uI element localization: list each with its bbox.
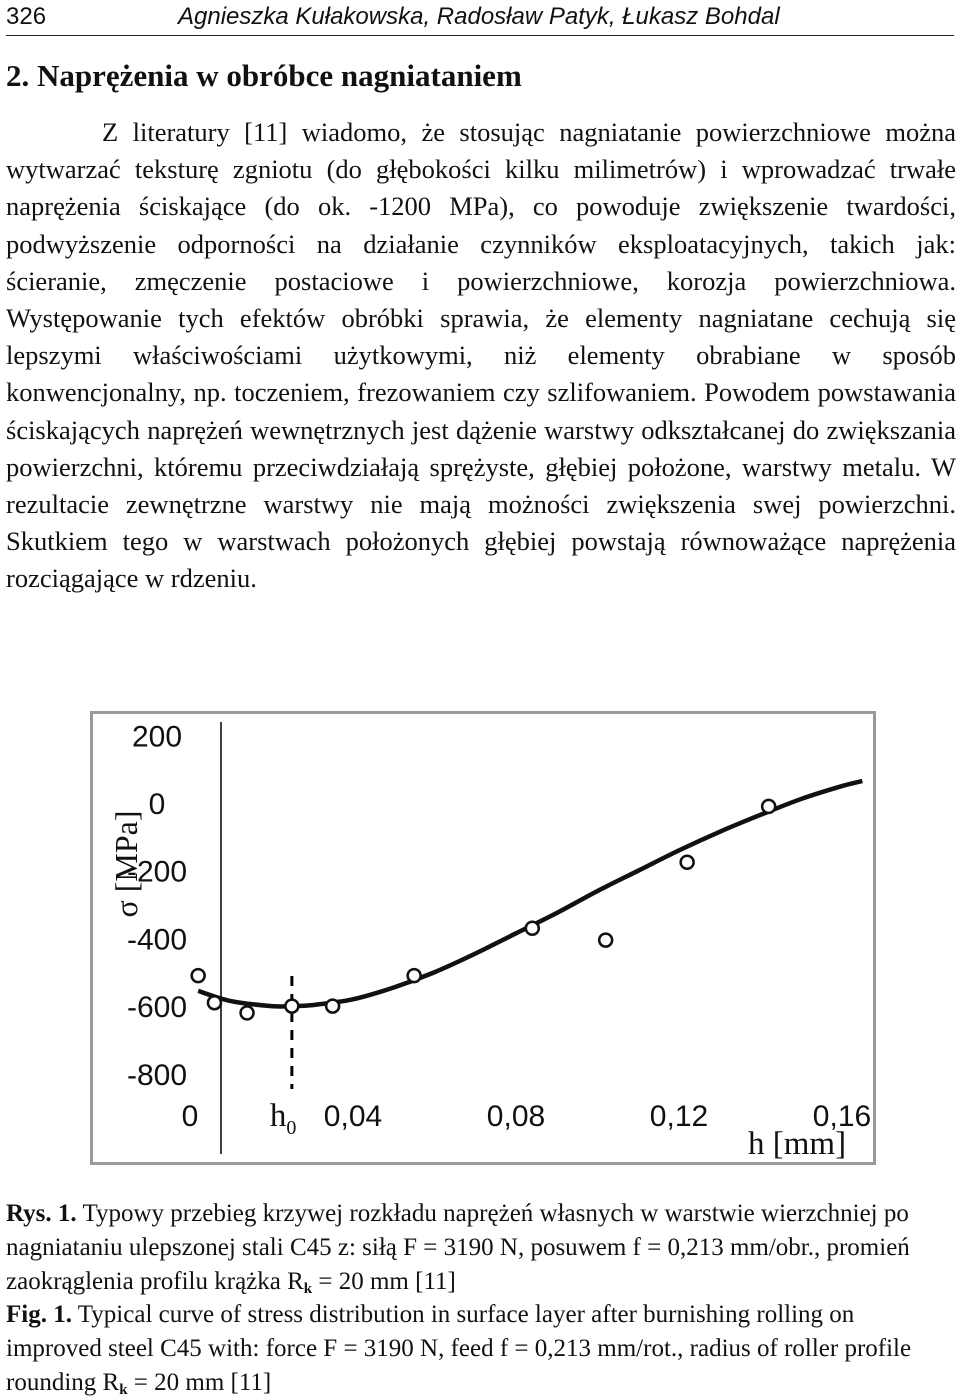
y-axis-label: σ [MPa] (108, 810, 144, 918)
data-point (762, 800, 775, 813)
y-tick-label: 0 (148, 788, 166, 821)
body-text (6, 114, 956, 598)
caption-pl-label: Rys. 1. (6, 1200, 77, 1227)
y-tick-label: -600 (126, 991, 188, 1025)
page-header (6, 2, 954, 32)
caption-en-text: Typical curve of stress distribution in surface layer after burnishing rolling on improved steel C45 with: force F = 3190 N, feed f = 0,213 mm/rot., radius of roller profile rounding R (6, 1301, 912, 1396)
x-tick-label: 0,04 (323, 1100, 383, 1133)
data-point (208, 996, 221, 1009)
figure-caption (6, 1197, 956, 1400)
data-point (326, 1000, 339, 1013)
header-rule (6, 35, 954, 36)
x-tick-label: 0,08 (486, 1100, 546, 1133)
y-tick-label: -200 (126, 855, 188, 889)
page-number: 326 (6, 3, 47, 30)
data-point (599, 934, 612, 947)
caption-en (6, 1298, 956, 1399)
caption-en-label: Fig. 1. (6, 1301, 72, 1329)
running-authors: Agnieszka Kułakowska, Radosław Patyk, Łukasz Bohdal (178, 3, 780, 30)
data-point (192, 969, 205, 982)
caption-pl-tail: = 20 mm [11] (318, 1267, 456, 1295)
caption-en-subscript: k (119, 1381, 128, 1398)
data-point (526, 922, 539, 935)
data-point (241, 1006, 254, 1019)
caption-pl (6, 1197, 956, 1298)
figure-stress-chart (90, 711, 876, 1165)
data-point (681, 856, 694, 869)
x-axis-label: h [mm] (748, 1126, 847, 1162)
chart-canvas (93, 714, 873, 1162)
y-tick-label: -800 (126, 1058, 188, 1092)
y-tick-label: -400 (126, 923, 188, 957)
section-title: 2. Naprężenia w obróbce nagniataniem (6, 58, 522, 93)
caption-pl-subscript: k (303, 1280, 313, 1297)
y-tick-label: 200 (131, 720, 183, 754)
caption-pl-text: Typowy przebieg krzywej rozkładu naprężeń własnych w warstwie wierzchniej po nagniataniu ulepszonej stali C45 z: siłą F = 3190 N, posuwem f = 0,213 mm/obr., promień zaokrąglenia profilu krążka R (6, 1200, 910, 1295)
h0-main: h (269, 1098, 287, 1134)
caption-en-tail: = 20 mm [11] (133, 1368, 272, 1396)
data-point (285, 1000, 298, 1013)
data-point (408, 969, 421, 982)
paragraph: Z literatury [11] wiadomo, że stosując nagniatanie powierzchniowe można wytwarzać teksturę zgniotu (do głębokości kilku milimetrów) i wprowadzać trwałe naprężenia ściskające (do ok. -1200 MPa), co powoduje zwiększenie twardości, podwyższenie odporności na działanie czynników eksploatacyjnych, takich jak: ścieranie, zmęczenie postaciowe i powierzchniowe, korozja powierzchniowa. Występowanie tych efektów obróbki sprawia, że elementy nagniatane cechują się lepszymi właściwościami użytkowymi, niż elementy obrabiane w sposób konwencjonalny, np. toczeniem, frezowaniem czy szlifowaniem. Powodem powstawania ściskających naprężeń wewnętrznych jest dążenie warstwy odkształcanej do zwiększania powierzchni, któremu przeciwdziałają sprężyste, głębiej położone, warstwy metalu. W rezultacie zewnętrzne warstwy nie mają możności zwiększenia swej powierzchni. Skutkiem tego w warstwach położonych głębiej powstają równoważące naprężenia rozciągające w rdzeniu. (6, 117, 956, 594)
x-tick-label: 0,12 (649, 1100, 709, 1133)
h0-marker-label (270, 1098, 297, 1139)
x-tick-label: 0,16 (812, 1100, 872, 1133)
x-tick-label: 0 (181, 1100, 199, 1133)
fit-curve (198, 781, 862, 1007)
h0-subscript: 0 (286, 1117, 297, 1139)
